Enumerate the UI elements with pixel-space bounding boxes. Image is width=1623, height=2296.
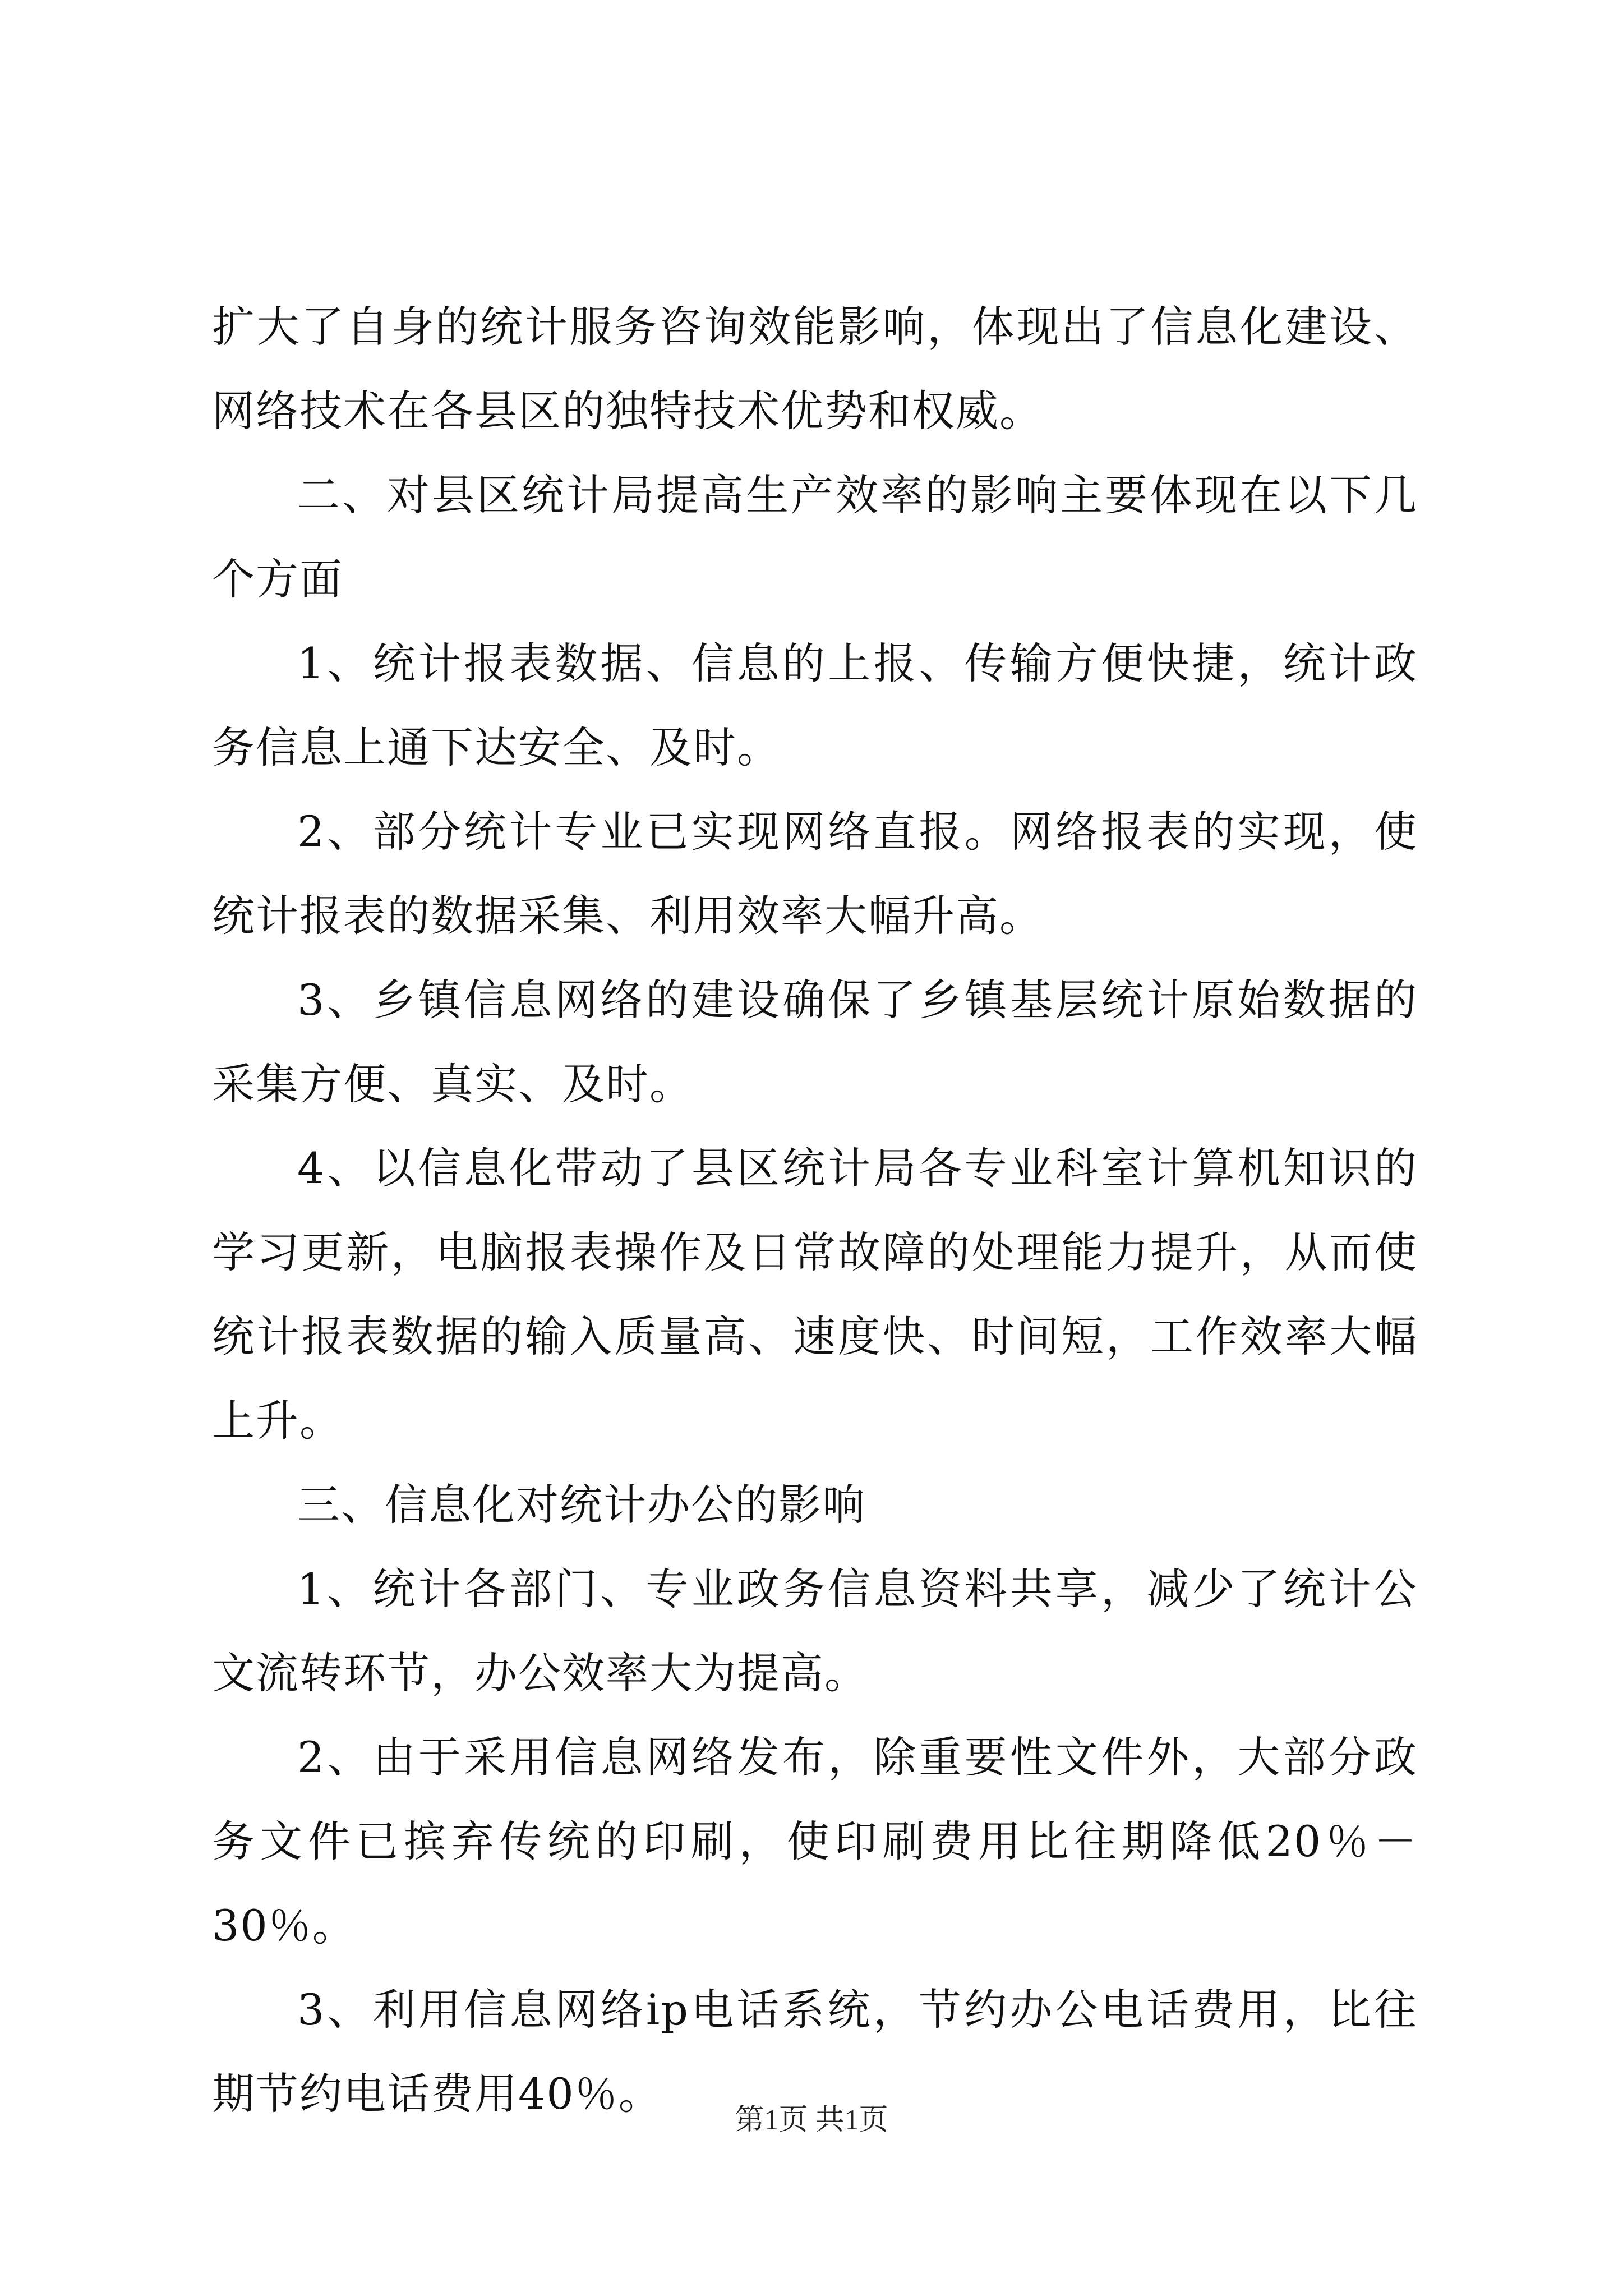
paragraph-item-3-2: 2、由于采用信息网络发布，除重要性文件外，大部分政务文件已摈弃传统的印刷，使印刷费用比往期降低20％－30％。 [212,1732,1418,1950]
paragraph-item-2-3: 3、乡镇信息网络的建设确保了乡镇基层统计原始数据的采集方便、真实、及时。 [212,975,1418,1109]
section-heading-3: 三、信息化对统计办公的影响 [297,1480,866,1530]
paragraph-continuation: 扩大了自身的统计服务咨询效能影响，体现出了信息化建设、网络技术在各县区的独特技术优势和权威。 [212,302,1418,436]
section-heading-2: 二、对县区统计局提高生产效率的影响主要体现在以下几个方面 [212,470,1418,604]
paragraph-item-3-3: 3、利用信息网络ip电话系统，节约办公电话费用，比往期节约电话费用40％。 [212,1985,1418,2119]
paragraph-item-2-1: 1、统计报表数据、信息的上报、传输方便快捷，统计政务信息上通下达安全、及时。 [212,638,1418,772]
paragraph-item-3-1: 1、统计各部门、专业政务信息资料共享，减少了统计公文流转环节，办公效率大为提高。 [212,1564,1418,1698]
document-body [212,285,1418,2136]
paragraph-item-2-4: 4、以信息化带动了县区统计局各专业科室计算机知识的学习更新，电脑报表操作及日常故障的处理能力提升，从而使统计报表数据的输入质量高、速度快、时间短，工作效率大幅上升。 [212,1143,1418,1446]
paragraph-item-2-2: 2、部分统计专业已实现网络直报。网络报表的实现，使统计报表的数据采集、利用效率大幅升高。 [212,807,1418,941]
page-footer: 第1页 共1页 [735,2104,888,2136]
